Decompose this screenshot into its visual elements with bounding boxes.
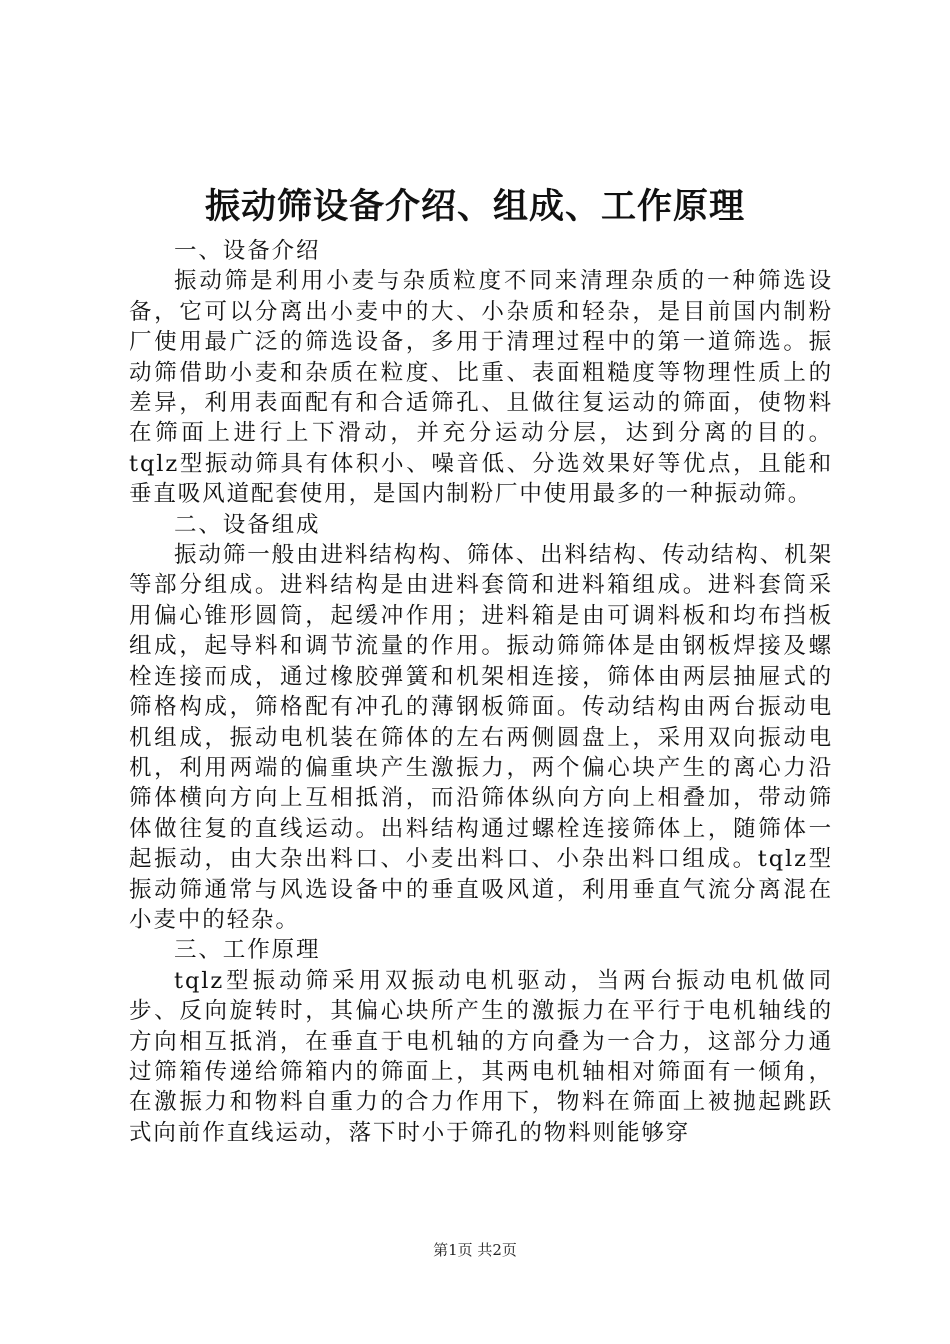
document-title: 振动筛设备介绍、组成、工作原理 [204, 186, 745, 227]
page-number-footer: 第1页 共2页 [433, 1241, 517, 1259]
document-body [129, 236, 833, 1148]
section-heading-introduction: 一、设备介绍 [174, 238, 321, 264]
section-heading-composition: 二、设备组成 [174, 511, 321, 538]
section-paragraph-working-principle: tqlz型振动筛采用双振动电机驱动，当两台振动电机做同步、反向旋转时，其偏心块所产生的激振力在平行于电机轴线的方向相互抵消，在垂直于电机轴的方向叠为一合力，这部分力通过筛箱传递给筛箱内的筛面上，其两电机轴相对筛面有一倾角，在激振力和物料自重力的合力作用下，物料在筛面上被抛起跳跃式向前作直线运动，落下时小于筛孔的物料则能够穿 [129, 967, 833, 1146]
section-heading-working-principle: 三、工作原理 [174, 937, 321, 964]
section-paragraph-introduction: 振动筛是利用小麦与杂质粒度不同来清理杂质的一种筛选设备，它可以分离出小麦中的大、小杂质和轻杂，是目前国内制粉厂使用最广泛的筛选设备，多用于清理过程中的第一道筛选。振动筛借助小麦和杂质在粒度、比重、表面粗糙度等物理性质上的差异，利用表面配有和合适筛孔、且做往复运动的筛面，使物料在筛面上进行上下滑动，并充分运动分层，达到分离的目的。tqlz型振动筛具有体积小、噪音低、分选效果好等优点，且能和垂直吸风道配套使用，是国内制粉厂中使用最多的一种振动筛。 [129, 268, 833, 508]
section-paragraph-composition: 振动筛一般由进料结构构、筛体、出料结构、传动结构、机架等部分组成。进料结构是由进料套筒和进料箱组成。进料套筒采用偏心锥形圆筒，起缓冲作用；进料箱是由可调料板和均布挡板组成，起导料和调节流量的作用。振动筛筛体是由钢板焊接及螺栓连接而成，通过橡胶弹簧和机架相连接，筛体由两层抽屉式的筛格构成，筛格配有冲孔的薄钢板筛面。传动结构由两台振动电机组成，振动电机装在筛体的左右两侧圆盘上，采用双向振动电机，利用两端的偏重块产生激振力，两个偏心块产生的离心力沿筛体横向方向上互相抵消，而沿筛体纵向方向上相叠加，带动筛体做往复的直线运动。出料结构通过螺栓连接筛体上，随筛体一起振动，由大杂出料口、小麦出料口、小杂出料口组成。tqlz型振动筛通常与风选设备中的垂直吸风道，利用垂直气流分离混在小麦中的轻杂。 [129, 542, 833, 933]
